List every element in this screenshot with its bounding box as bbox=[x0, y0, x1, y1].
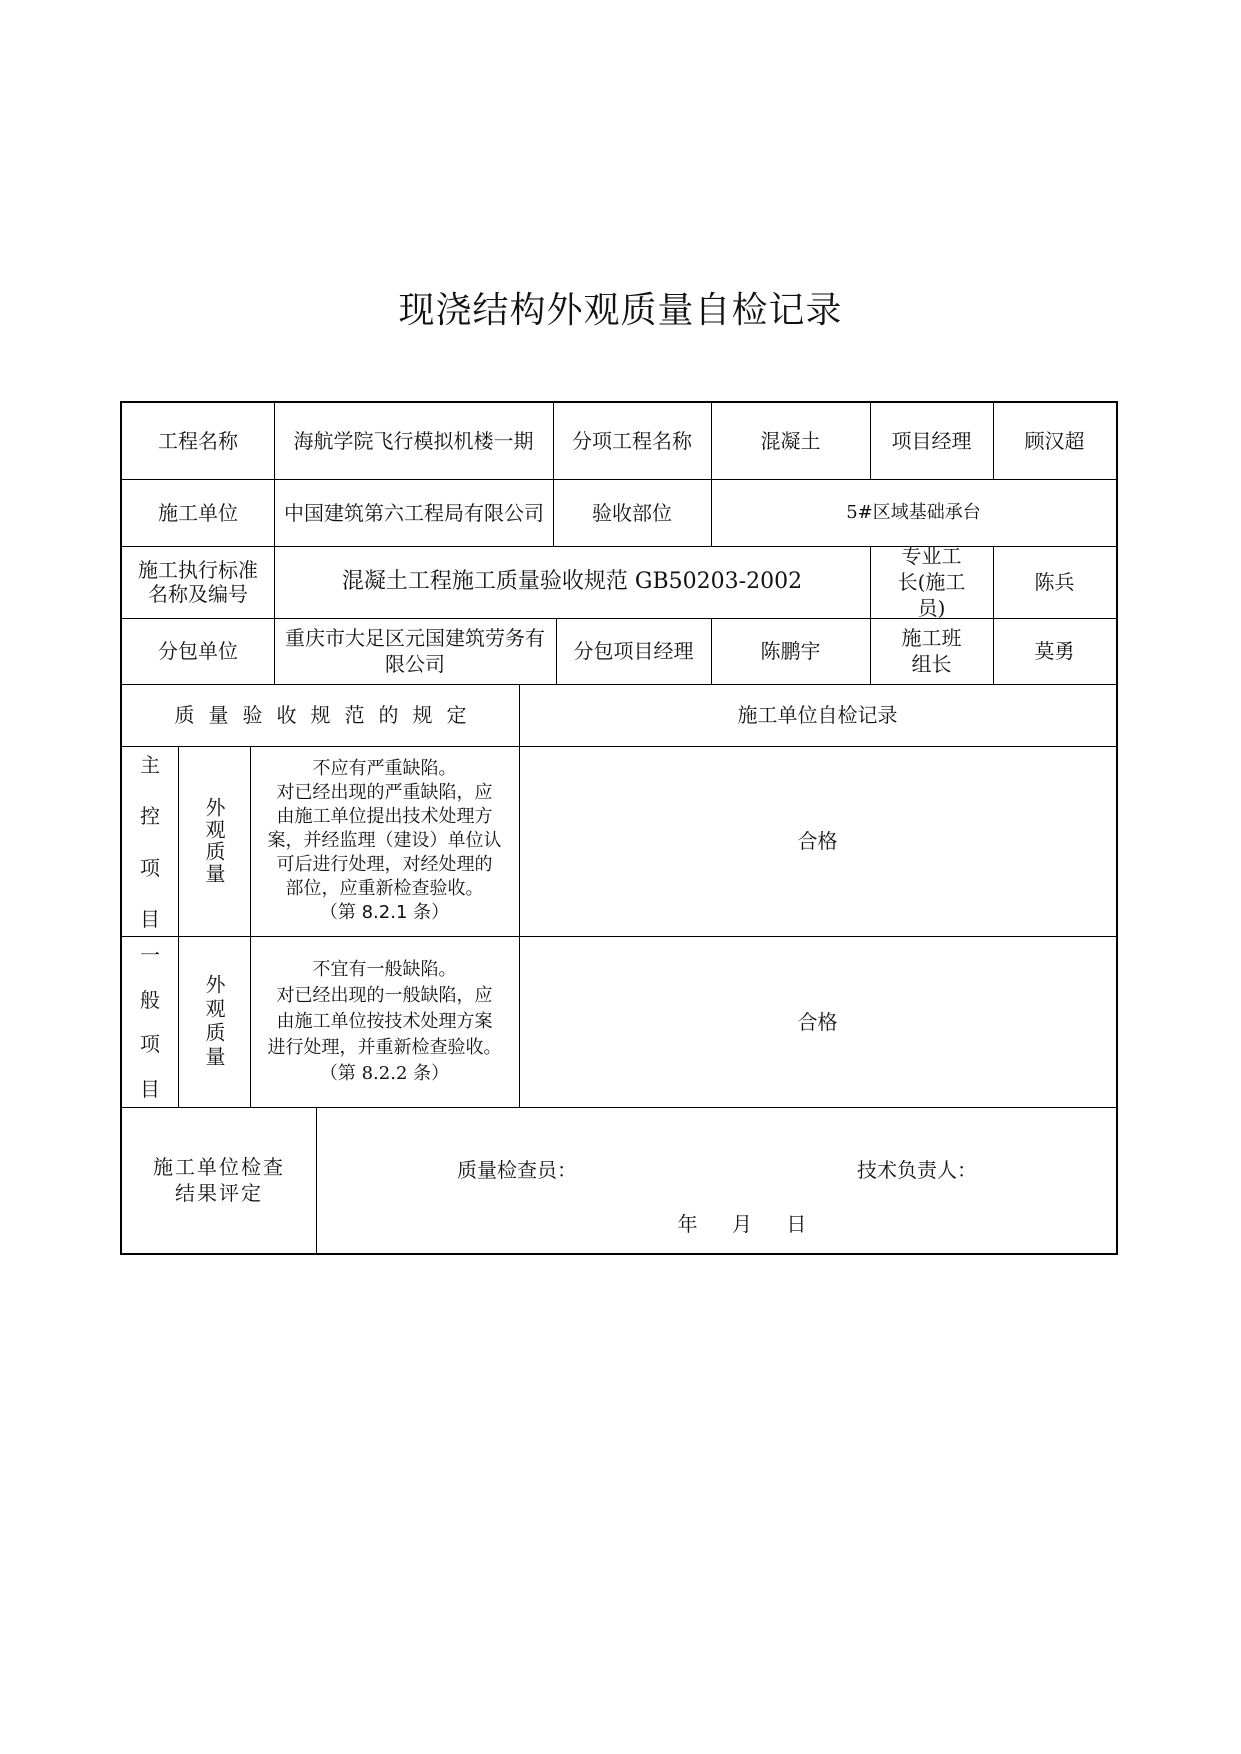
foreman-label: 专业工长(施工员) bbox=[897, 544, 966, 620]
manager-label: 项目经理 bbox=[891, 429, 972, 453]
category-main-control bbox=[122, 752, 178, 932]
category-char: 目 bbox=[140, 1076, 160, 1101]
spec-line: 不宜有一般缺陷。 bbox=[312, 958, 457, 980]
category-char: 一 bbox=[140, 943, 160, 967]
tech-lead-label: 技术负责人： bbox=[857, 1158, 977, 1182]
category-char: 般 bbox=[140, 987, 160, 1012]
sub-project-value: 混凝土 bbox=[760, 429, 821, 453]
inspection-form bbox=[120, 401, 1118, 1255]
category-general bbox=[122, 942, 178, 1102]
standard-label: 施工执行标准名称及编号 bbox=[138, 558, 258, 606]
manager-value: 顾汉超 bbox=[1024, 429, 1085, 453]
spec-line: 案，并经监理（建设）单位认 bbox=[267, 830, 502, 851]
subcontractor-value: 重庆市大足区元国建筑劳务有限公司 bbox=[285, 626, 545, 676]
acceptance-part-label: 验收部位 bbox=[592, 500, 672, 525]
spec-line: 对已经出现的一般缺陷，应 bbox=[276, 984, 493, 1006]
category-char: 控 bbox=[140, 804, 160, 829]
page-title: 现浇结构外观质量自检记录 bbox=[398, 290, 843, 331]
eval-label: 施工单位检查结果评定 bbox=[153, 1155, 285, 1205]
project-name-label: 工程名称 bbox=[158, 429, 238, 453]
spec-line: （第 8.2.2 条） bbox=[319, 1062, 450, 1084]
spec-line: （第 8.2.1 条） bbox=[319, 902, 450, 923]
project-name-value: 海航学院飞行模拟机楼一期 bbox=[293, 429, 534, 453]
team-leader-value: 莫勇 bbox=[1034, 639, 1075, 663]
result-main-control: 合格 bbox=[797, 829, 838, 853]
spec-line: 对已经出现的严重缺陷，应 bbox=[276, 782, 493, 803]
sub-manager-value: 陈鹏宇 bbox=[760, 639, 821, 663]
spec-main-control bbox=[250, 746, 519, 936]
spec-line: 不应有严重缺陷。 bbox=[312, 758, 457, 779]
category-char: 项 bbox=[140, 855, 160, 880]
spec-line: 进行处理，并重新检查验收。 bbox=[267, 1036, 502, 1058]
foreman-value: 陈兵 bbox=[1034, 570, 1075, 594]
inspector-label: 质量检查员： bbox=[457, 1158, 577, 1182]
contractor-value: 中国建筑第六工程局有限公司 bbox=[284, 500, 544, 525]
item-appearance-main: 外观质量 bbox=[202, 797, 226, 885]
category-char: 项 bbox=[140, 1032, 160, 1057]
spec-line: 部位，应重新检查验收。 bbox=[285, 878, 484, 899]
result-general: 合格 bbox=[797, 1009, 838, 1034]
spec-line: 可后进行处理，对经处理的 bbox=[276, 854, 493, 875]
contractor-label: 施工单位 bbox=[158, 500, 238, 525]
acceptance-part-value: 5#区域基础承台 bbox=[846, 501, 981, 523]
spec-general bbox=[250, 936, 519, 1107]
spec-header: 质量验收规范的规定 bbox=[174, 703, 481, 727]
category-char: 目 bbox=[140, 906, 160, 931]
spec-line: 由施工单位按技术处理方案 bbox=[276, 1010, 493, 1032]
subcontractor-label: 分包单位 bbox=[158, 639, 238, 663]
team-leader-label: 施工班组长 bbox=[901, 626, 962, 676]
date-label: 年 月 日 bbox=[677, 1212, 807, 1236]
spec-line: 由施工单位提出技术处理方 bbox=[276, 806, 493, 827]
record-header: 施工单位自检记录 bbox=[737, 703, 898, 727]
standard-value: 混凝土工程施工质量验收规范 GB50203-2002 bbox=[341, 569, 803, 594]
sub-project-label: 分项工程名称 bbox=[572, 429, 692, 453]
item-appearance-general: 外观质量 bbox=[202, 973, 226, 1070]
sub-manager-label: 分包项目经理 bbox=[573, 639, 694, 663]
category-char: 主 bbox=[140, 753, 160, 777]
